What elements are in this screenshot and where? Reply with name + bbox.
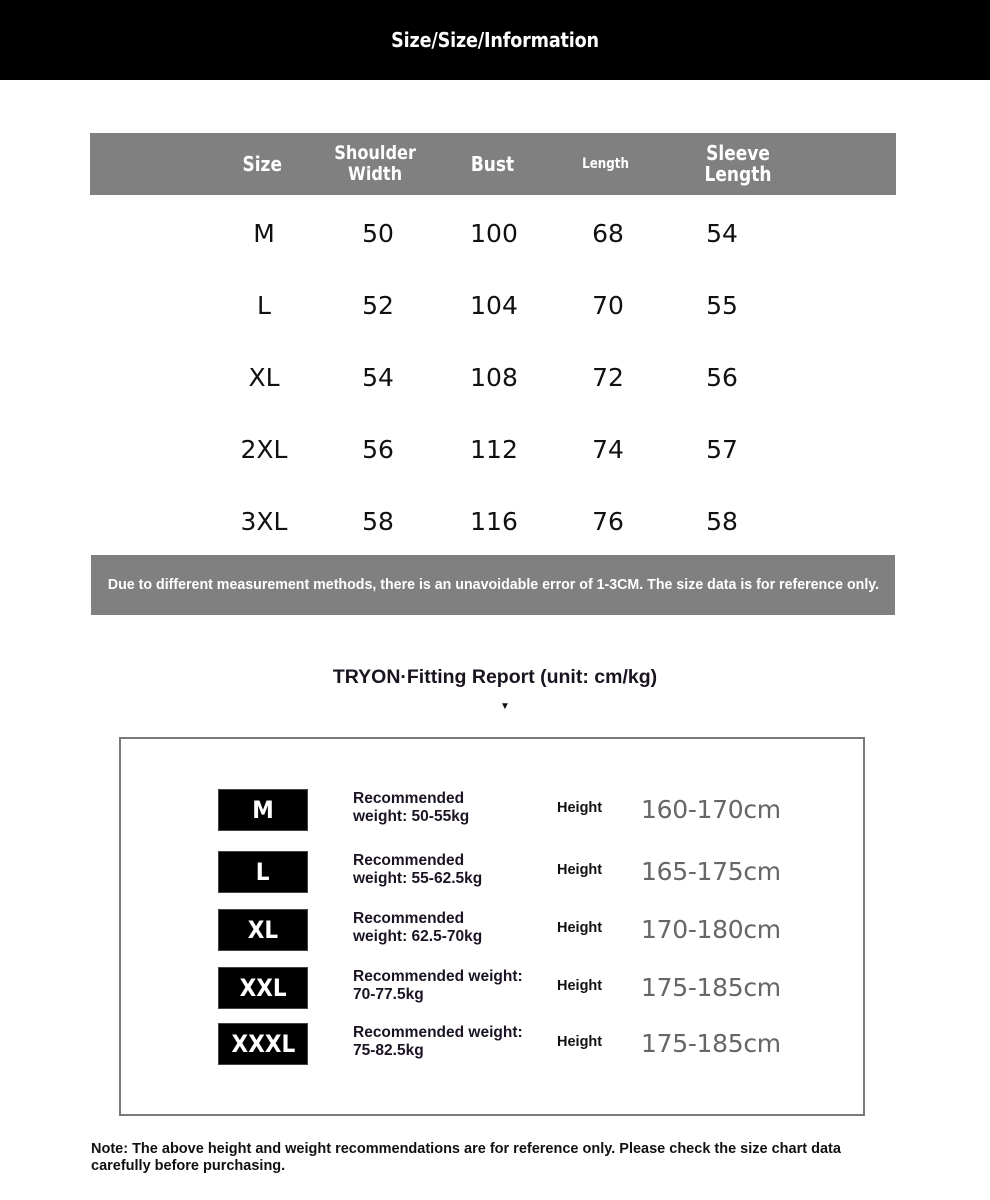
cell-size: 2XL [240,434,288,464]
height-value: 165-175cm [641,857,781,886]
shoulder-line2: Width [347,163,403,185]
cell-bust: 116 [470,506,518,536]
table-row [0,413,990,485]
table-row [0,485,990,557]
cell-length: 72 [592,362,624,392]
height-label: Height [557,1034,603,1050]
cell-size: XL [248,362,280,392]
cell-sleeve: 57 [706,434,738,464]
cell-sleeve: 58 [706,506,738,536]
fitting-report-title: TRYON·Fitting Report (unit: cm/kg) [332,666,658,688]
footer-note: Note: The above height and weight recommendations are for reference only. Please check the size chart data carefully before purchasing. [91,1141,841,1174]
cell-shoulder: 54 [362,362,394,392]
fitting-row [121,847,863,897]
triangle-down-icon: ▼ [500,701,510,712]
recommended-weight: Recommended weight: 62.5-70kg [353,910,483,945]
size-table-body [0,197,990,557]
size-badge: XXL [218,967,308,1009]
column-header-shoulder-width [320,133,430,195]
size-badge: XL [218,909,308,951]
size-table-header [90,133,896,195]
size-badge: L [218,851,308,893]
recommended-weight: Recommended weight: 70-77.5kg [353,968,523,1003]
height-label: Height [557,800,603,816]
cell-bust: 108 [470,362,518,392]
cell-length: 76 [592,506,624,536]
cell-sleeve: 54 [706,218,738,248]
cell-bust: 104 [470,290,518,320]
cell-sleeve: 55 [706,290,738,320]
table-row [0,197,990,269]
size-badge: M [218,789,308,831]
column-header-size: Size [242,151,282,176]
page-header [0,0,990,80]
page-title: Size/Size/Information [391,28,599,52]
cell-length: 68 [592,218,624,248]
recommended-weight: Recommended weight: 50-55kg [353,790,470,825]
column-header-sleeve-length: Sleeve Length [704,141,772,186]
height-value: 175-185cm [641,1029,781,1058]
cell-shoulder: 56 [362,434,394,464]
height-label: Height [557,862,603,878]
disclaimer-text: Due to different measurement methods, there is an unavoidable error of 1-3CM. The size data is for reference only. [107,577,879,593]
table-row [0,341,990,413]
shoulder-line1: Shoulder [334,142,416,164]
column-header-length: Length [582,155,630,172]
measurement-disclaimer [91,555,895,615]
size-badge: XXXL [218,1023,308,1065]
fitting-row [121,785,863,835]
height-label: Height [557,978,603,994]
cell-length: 70 [592,290,624,320]
height-value: 170-180cm [641,915,781,944]
fitting-report-box [119,737,865,1116]
fitting-row [121,963,863,1013]
fitting-row [121,905,863,955]
cell-size: L [257,290,271,320]
height-value: 175-185cm [641,973,781,1002]
cell-size: M [253,218,275,248]
cell-shoulder: 50 [362,218,394,248]
height-label: Height [557,920,603,936]
table-row [0,269,990,341]
recommended-weight: Recommended weight: 55-62.5kg [353,852,483,887]
cell-bust: 112 [470,434,518,464]
cell-sleeve: 56 [706,362,738,392]
height-value: 160-170cm [641,795,781,824]
cell-length: 74 [592,434,624,464]
column-header-bust: Bust [470,151,514,176]
cell-size: 3XL [240,506,288,536]
cell-shoulder: 58 [362,506,394,536]
recommended-weight: Recommended weight: 75-82.5kg [353,1024,523,1059]
cell-bust: 100 [470,218,518,248]
cell-shoulder: 52 [362,290,394,320]
fitting-row [121,1019,863,1069]
